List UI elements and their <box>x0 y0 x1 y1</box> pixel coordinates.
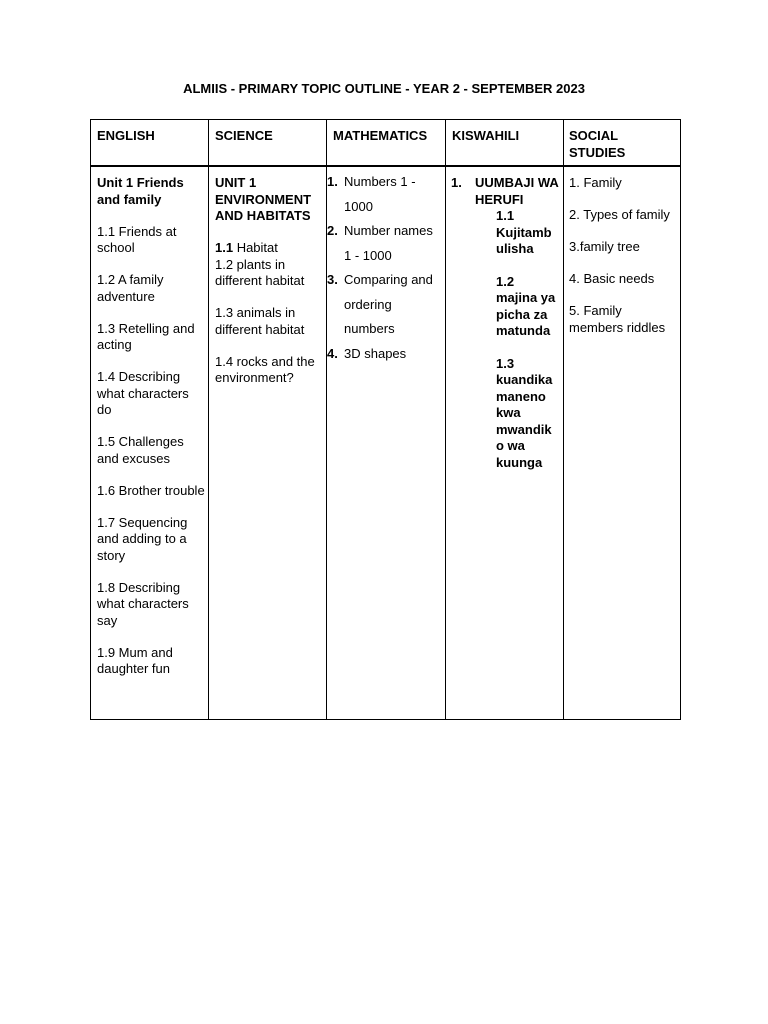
list-number: 2. <box>327 223 338 238</box>
science-topic-number: 1.1 <box>215 240 234 255</box>
english-topic: 1.8 Describing what characters say <box>97 579 189 628</box>
english-topic: 1.9 Mum and daughter fun <box>97 644 173 676</box>
english-topic: 1.4 Describing what characters do <box>97 369 189 417</box>
english-topic: 1.3 Retelling and acting <box>97 320 195 352</box>
kiswahili-subtopic: 1.1 Kujitamb ulisha <box>496 208 552 256</box>
social-studies-topic: 2. Types of family <box>569 207 670 222</box>
science-cell <box>215 175 321 402</box>
mathematics-item-text: Numbers 1 - 1000 <box>344 174 416 214</box>
science-topic: 1.4 rocks and the environment? <box>215 353 315 385</box>
mathematics-item <box>327 170 437 219</box>
column-divider <box>563 120 564 719</box>
science-unit: UNIT 1 ENVIRONMENT AND HABITATS <box>215 175 312 223</box>
list-number: 1. <box>451 175 462 190</box>
science-topic: 1.2 plants in different habitat <box>215 256 305 288</box>
english-cell <box>97 175 205 693</box>
page-title: ALMIIS - PRIMARY TOPIC OUTLINE - YEAR 2 - SEPTEMBER 2023 <box>183 81 585 96</box>
english-topic: 1.2 A family adventure <box>97 272 164 304</box>
social-studies-topic: 5. Family members riddles <box>569 303 666 335</box>
kiswahili-subtopic: 1.2 majina ya picha za matunda <box>496 273 556 338</box>
english-topic: 1.5 Challenges and excuses <box>97 434 184 466</box>
list-number: 3. <box>327 272 338 287</box>
mathematics-item-text: 3D shapes <box>344 345 407 361</box>
header-kiswahili: KISWAHILI <box>452 128 520 143</box>
mathematics-item-text: Comparing and ordering numbers <box>344 272 433 336</box>
column-divider <box>208 120 209 719</box>
english-topic: 1.1 Friends at school <box>97 223 177 255</box>
list-number: 1. <box>327 174 338 189</box>
english-topic: 1.6 Brother trouble <box>97 482 205 498</box>
kiswahili-heading <box>451 175 559 208</box>
header-mathematics: MATHEMATICS <box>333 128 428 143</box>
social-studies-topic: 3.family tree <box>569 239 640 254</box>
english-unit: Unit 1 Friends and family <box>97 175 184 207</box>
science-topic: 1.3 animals in different habitat <box>215 305 305 337</box>
science-topic <box>215 240 321 257</box>
kiswahili-heading-text: UUMBAJI WA HERUFI <box>475 175 559 207</box>
mathematics-item <box>327 342 437 367</box>
list-number: 4. <box>327 345 338 361</box>
english-topic: 1.7 Sequencing and adding to a story <box>97 514 188 563</box>
mathematics-cell <box>327 170 437 366</box>
kiswahili-subtopic: 1.3 kuandika maneno kwa mwandik o wa kuunga <box>496 355 553 470</box>
mathematics-item <box>327 268 437 342</box>
mathematics-list <box>327 170 437 366</box>
mathematics-item <box>327 219 437 268</box>
social-studies-topic: 4. Basic needs <box>569 271 655 286</box>
header-divider <box>91 165 680 167</box>
column-divider <box>445 120 446 719</box>
topic-outline-table <box>90 119 681 720</box>
social-studies-topic: 1. Family <box>569 175 622 190</box>
header-social-studies: SOCIAL STUDIES <box>569 128 626 160</box>
science-topic-text: Habitat <box>233 240 278 255</box>
mathematics-item-text: Number names 1 - 1000 <box>344 223 433 263</box>
social-studies-cell <box>569 175 677 352</box>
header-english: ENGLISH <box>97 128 155 143</box>
kiswahili-cell <box>451 175 559 471</box>
header-science: SCIENCE <box>215 128 273 143</box>
